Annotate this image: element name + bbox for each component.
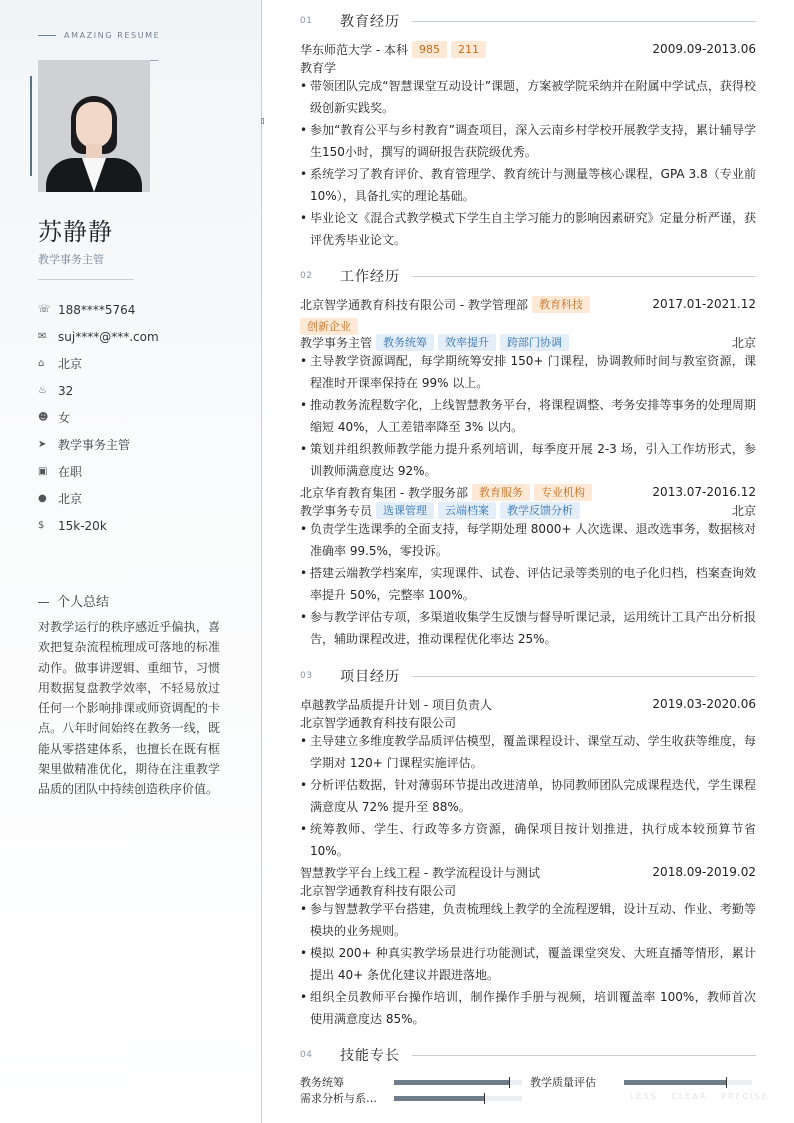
skill-tag: 效率提升 bbox=[438, 334, 496, 351]
company-name: 北京华育教育集团 - 教学服务部 bbox=[300, 485, 468, 500]
project-bullets bbox=[300, 898, 756, 1030]
skill-tag: 教务统筹 bbox=[376, 334, 434, 351]
job-position-row bbox=[300, 501, 756, 519]
job-city: 北京 bbox=[731, 335, 756, 350]
company-tag: 教育服务 bbox=[472, 484, 530, 501]
education-bullets bbox=[300, 75, 756, 251]
job-bullets bbox=[300, 518, 756, 650]
list-item: • 带领团队完成“智慧课堂互动设计”课题，方案被学院采纳并在附属中学试点，获得校级创新实践奖。 bbox=[300, 75, 756, 119]
section-education-heading: 01 教育经历 bbox=[300, 11, 756, 31]
job-header bbox=[300, 295, 756, 313]
timeline-marker bbox=[261, 118, 264, 124]
contact-value: 教学事务主管 bbox=[58, 438, 131, 452]
job-date: 2013.07-2016.12 bbox=[652, 485, 756, 499]
phone-icon: ☏ bbox=[38, 304, 51, 315]
project-name: 智慧教学平台上线工程 - 教学流程设计与测试 bbox=[300, 865, 540, 880]
contact-row bbox=[38, 431, 238, 458]
education-tag: 985 bbox=[412, 41, 447, 58]
company-name: 北京智学通教育科技有限公司 - 教学管理部 bbox=[300, 297, 528, 312]
job-header bbox=[300, 483, 756, 501]
company-tag: 创新企业 bbox=[300, 318, 358, 335]
list-item: • 系统学习了教育评价、教育管理学、教育统计与测量等核心课程，GPA 3.8（专业前10%），具备扎实的理论基础。 bbox=[300, 163, 756, 207]
education-tag: 211 bbox=[451, 41, 486, 58]
skill-tag: 云端档案 bbox=[438, 502, 496, 519]
contact-row bbox=[38, 458, 238, 485]
contact-value: 188****5764 bbox=[58, 302, 136, 317]
company-tag: 专业机构 bbox=[534, 484, 592, 501]
cake-icon: ♨ bbox=[38, 385, 47, 396]
education-major: 教育学 bbox=[300, 60, 337, 75]
project-name: 卓越教学品质提升计划 - 项目负责人 bbox=[300, 697, 492, 712]
job-position: 教学事务专员 bbox=[300, 503, 373, 518]
contact-row bbox=[38, 404, 238, 431]
project-date: 2018.09-2019.02 bbox=[652, 865, 756, 879]
education-date: 2009.09-2013.06 bbox=[652, 42, 756, 56]
summary-text: 对教学运行的秩序感近乎偏执，喜欢把复杂流程梳理成可落地的标准动作。做事讲逻辑、重细节，习惯用数据复盘教学效率，不轻易放过任何一个影响排课或师资调配的卡点。八年时间始终在教务一线，既能从零搭建体系，也擅长在既有框架里做精准优化，期待在注重教学品质的团队中持续创造秩序价值。 bbox=[38, 620, 220, 797]
list-item: • 统筹教师、学生、行政等多方资源，确保项目按计划推进，执行成本较预算节省 10%。 bbox=[300, 818, 756, 862]
list-item: • 搭建云端教学档案库，实现课件、试卷、评估记录等类别的电子化归档，档案查询效率提升 50%，完整率 100%。 bbox=[300, 562, 756, 606]
profile-role: 教学事务主管 bbox=[38, 253, 104, 266]
location-icon: ● bbox=[38, 493, 47, 504]
project-bullets bbox=[300, 730, 756, 862]
contact-row bbox=[38, 296, 238, 323]
job-bullets bbox=[300, 350, 756, 482]
watermark: LESS · CLEAR · PRECISE bbox=[630, 1092, 769, 1101]
skill-item: 教学质量评估 bbox=[530, 1074, 752, 1090]
brand-label: AMAZING RESUME bbox=[38, 31, 160, 40]
skill-tag: 教学反馈分析 bbox=[500, 502, 580, 519]
list-item: • 负责学生选课季的全面支持，每学期处理 8000+ 人次选课、退改选事务，数据核对准确率 99.5%，零投诉。 bbox=[300, 518, 756, 562]
briefcase-icon: ▣ bbox=[38, 466, 48, 477]
contact-value: 北京 bbox=[58, 357, 83, 371]
section-work-heading: 02 工作经历 bbox=[300, 266, 756, 286]
project-org: 北京智学通教育科技有限公司 bbox=[300, 715, 457, 730]
contact-row bbox=[38, 485, 238, 512]
contact-value: 在职 bbox=[58, 465, 83, 479]
money-icon: $ bbox=[38, 520, 45, 531]
project-date: 2019.03-2020.06 bbox=[652, 697, 756, 711]
list-item: • 推动教务流程数字化，上线智慧教务平台，将课程调整、考务安排等事务的处理周期缩短 40%，人工差错率降至 3% 以内。 bbox=[300, 394, 756, 438]
contact-value: suj****@***.com bbox=[58, 329, 159, 344]
list-item: • 主导教学资源调配，每学期统筹安排 150+ 门课程，协调教师时间与教室资源，课程准时开课率保持在 99% 以上。 bbox=[300, 350, 756, 394]
project-org: 北京智学通教育科技有限公司 bbox=[300, 883, 457, 898]
person-icon: ☻ bbox=[38, 412, 49, 423]
contact-value: 女 bbox=[58, 411, 71, 425]
profile-photo bbox=[38, 60, 150, 192]
project-header bbox=[300, 695, 756, 713]
send-icon: ➤ bbox=[38, 439, 47, 450]
list-item: • 策划并组织教师教学能力提升系列培训，每季度开展 2-3 场，引入工作坊形式，参训教师满意度达 92%。 bbox=[300, 438, 756, 482]
contact-value: 32 bbox=[58, 383, 74, 398]
home-icon: ⌂ bbox=[38, 358, 45, 369]
list-item: • 毕业论文《混合式教学模式下学生自主学习能力的影响因素研究》定量分析严谨，获评优秀毕业论文。 bbox=[300, 207, 756, 251]
skill-tag: 选课管理 bbox=[376, 502, 434, 519]
company-tag: 教育科技 bbox=[532, 296, 590, 313]
summary-heading: 个人总结 bbox=[38, 591, 109, 610]
skill-item: 教务统筹 bbox=[300, 1074, 522, 1090]
contact-info bbox=[38, 296, 238, 539]
mail-icon: ✉ bbox=[38, 331, 47, 342]
list-item: • 分析评估数据，针对薄弱环节提出改进清单，协同教师团队完成课程迭代，学生课程满意度从 72% 提升至 88%。 bbox=[300, 774, 756, 818]
contact-row bbox=[38, 323, 238, 350]
skill-tag: 跨部门协调 bbox=[500, 334, 569, 351]
education-header bbox=[300, 40, 756, 58]
list-item: • 参与智慧教学平台搭建，负责梳理线上教学的全流程逻辑，设计互动、作业、考勤等模块的业务规则。 bbox=[300, 898, 756, 942]
job-position: 教学事务主管 bbox=[300, 335, 373, 350]
profile-name: 苏静静 bbox=[38, 218, 113, 246]
job-position-row bbox=[300, 333, 756, 351]
school-name: 华东师范大学 - 本科 bbox=[300, 42, 408, 57]
contact-row bbox=[38, 512, 238, 539]
skill-item: 需求分析与系… bbox=[300, 1090, 522, 1106]
contact-row bbox=[38, 350, 238, 377]
contact-value: 15k-20k bbox=[58, 518, 107, 533]
sidebar-divider bbox=[38, 279, 134, 280]
list-item: • 参与教学评估专项，多渠道收集学生反馈与督导听课记录，运用统计工具产出分析报告，辅助课程改进，推动课程优化率达 25%。 bbox=[300, 606, 756, 650]
list-item: • 组织全员教师平台操作培训，制作操作手册与视频，培训覆盖率 100%，教师首次使用满意度达 85%。 bbox=[300, 986, 756, 1030]
list-item: • 模拟 200+ 种真实教学场景进行功能测试，覆盖课堂突发、大班直播等情形，累计提出 40+ 条优化建议并跟进落地。 bbox=[300, 942, 756, 986]
sidebar bbox=[0, 0, 262, 1123]
job-city: 北京 bbox=[731, 503, 756, 518]
contact-value: 北京 bbox=[58, 492, 83, 506]
list-item: • 主导建立多维度教学品质评估模型，覆盖课程设计、课堂互动、学生收获等维度，每学期对 120+ 门课程实施评估。 bbox=[300, 730, 756, 774]
section-skills-heading: 04 技能专长 bbox=[300, 1045, 756, 1065]
section-projects-heading: 03 项目经历 bbox=[300, 666, 756, 686]
project-header bbox=[300, 863, 756, 881]
job-date: 2017.01-2021.12 bbox=[652, 297, 756, 311]
contact-row bbox=[38, 377, 238, 404]
list-item: • 参加“教育公平与乡村教育”调查项目，深入云南乡村学校开展教学支持，累计辅导学生150小时，撰写的调研报告获院级优秀。 bbox=[300, 119, 756, 163]
